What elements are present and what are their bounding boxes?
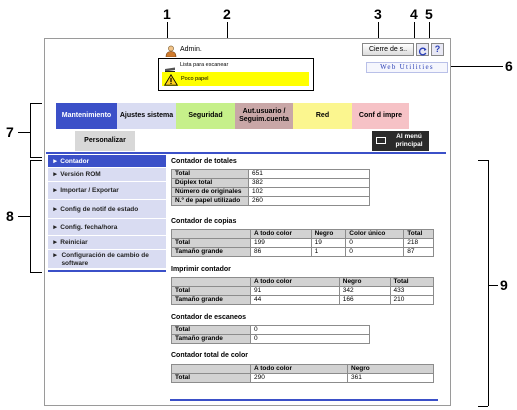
warning-icon: [164, 73, 178, 85]
table-row: [172, 287, 434, 296]
sidebar: [48, 155, 166, 269]
tab-personalizar[interactable]: Personalizar: [75, 131, 135, 151]
tab-conf-impre[interactable]: Conf d impre: [352, 103, 409, 129]
table-row: [172, 239, 434, 248]
table-row: [172, 296, 434, 305]
table-header-row: [172, 230, 434, 239]
main-menu-button[interactable]: [372, 131, 429, 151]
row-value: 651: [249, 170, 370, 179]
row-label: Tamaño grande: [172, 248, 251, 257]
table-row: [172, 326, 370, 335]
bracket-7-bottom: [30, 157, 42, 158]
cell-value: 210: [390, 296, 433, 305]
cell-value: 166: [339, 296, 390, 305]
cell-value: 91: [251, 287, 340, 296]
scan-counter-table: [171, 325, 370, 344]
sidebar-item-version-rom[interactable]: [48, 168, 166, 182]
cell-value: 86: [251, 248, 312, 257]
row-label: Total: [172, 374, 251, 383]
table-row: [172, 374, 434, 383]
callout-2: 2: [223, 6, 231, 22]
sidebar-item-importar-exportar[interactable]: [48, 182, 166, 200]
user-icon: [165, 44, 177, 56]
sidebar-item-label: ► Versión ROM: [52, 171, 101, 178]
print-counter-table: [171, 277, 434, 305]
row-label: Total: [172, 239, 251, 248]
sidebar-item-contador[interactable]: [48, 155, 166, 168]
scan-counter-title: Contador de escaneos: [171, 314, 247, 321]
web-utilities-logo: Web Utilities: [366, 62, 448, 73]
tab-mantenimiento[interactable]: Mantenimiento: [56, 103, 117, 129]
logout-button[interactable]: Cierre de s..: [362, 43, 414, 56]
callout-5: 5: [425, 6, 433, 22]
color-counter-table: [171, 364, 434, 383]
bracket-8-bottom: [30, 272, 42, 273]
cell-value: 361: [348, 374, 434, 383]
refresh-icon[interactable]: [416, 43, 429, 56]
sidebar-item-label: Configuración de cambio de software: [61, 252, 149, 267]
row-label: Total: [172, 287, 251, 296]
row-label: Total: [172, 326, 251, 335]
paper-warning-text: Poco papel: [181, 76, 209, 82]
row-value: 260: [249, 197, 370, 206]
callout-9: 9: [500, 277, 508, 293]
sidebar-item-label: ► Importar / Exportar: [52, 187, 119, 194]
scanner-icon: [164, 61, 176, 69]
bracket-8-vertical: [30, 160, 31, 272]
tab-red[interactable]: Red: [293, 103, 352, 129]
main-menu-icon: [376, 137, 386, 144]
sidebar-item-config-fecha[interactable]: [48, 219, 166, 236]
callout-8: 8: [6, 208, 14, 224]
table-row: [172, 248, 434, 257]
column-header: Total: [404, 230, 434, 239]
cell-value: 218: [404, 239, 434, 248]
row-label: Tamaño grande: [172, 296, 251, 305]
table-row: [172, 179, 370, 188]
table-header-row: [172, 278, 434, 287]
column-header: A todo color: [251, 365, 348, 374]
tab-aut-usuario[interactable]: Aut.usuario / Seguim.cuenta: [235, 103, 293, 129]
sidebar-item-cambio-software[interactable]: [48, 250, 166, 269]
cell-value: 0: [346, 239, 404, 248]
cell-value: 19: [311, 239, 346, 248]
row-label: Tamaño grande: [172, 335, 251, 344]
user-label: Admin.: [180, 46, 202, 53]
bracket-9-vertical: [488, 160, 489, 406]
bracket-7-top: [30, 103, 42, 104]
row-value: 0: [251, 335, 370, 344]
cell-value: 0: [346, 248, 404, 257]
sidebar-item-label: ► Config de notif de estado: [52, 205, 139, 213]
table-row: [172, 188, 370, 197]
total-counter-table: [171, 169, 370, 206]
total-counter-title: Contador de totales: [171, 158, 237, 165]
sidebar-item-reiniciar[interactable]: [48, 236, 166, 250]
cell-value: 199: [251, 239, 312, 248]
bracket-9-top: [478, 160, 488, 161]
table-row: [172, 197, 370, 206]
tab-separator-line: [46, 152, 446, 154]
print-counter-title: Imprimir contador: [171, 266, 231, 273]
column-header: Total: [390, 278, 433, 287]
copy-counter-table: [171, 229, 434, 257]
row-label: Dúplex total: [172, 179, 249, 188]
leader-line-9: [488, 285, 498, 286]
table-row: [172, 335, 370, 344]
main-menu-label: Al menú principal: [395, 133, 423, 148]
leader-line-8: [18, 216, 30, 217]
header-empty: [172, 365, 251, 374]
column-header: A todo color: [251, 278, 340, 287]
scan-status-text: Lista para escanear: [180, 62, 229, 68]
row-value: 0: [251, 326, 370, 335]
help-icon[interactable]: ?: [431, 43, 444, 56]
cell-value: 1: [311, 248, 346, 257]
content-bottom-line: [170, 399, 438, 401]
column-header: Negro: [339, 278, 390, 287]
cell-value: 290: [251, 374, 348, 383]
leader-line-7: [18, 132, 30, 133]
sidebar-item-label: ► Contador: [52, 157, 90, 165]
table-row: [172, 170, 370, 179]
leader-line-6: [447, 66, 503, 67]
callout-3: 3: [374, 6, 382, 22]
bracket-8-top: [30, 160, 42, 161]
column-header: Negro: [348, 365, 434, 374]
bracket-9-bottom: [478, 406, 488, 407]
callout-6: 6: [505, 58, 513, 74]
sidebar-item-label: ► Config. fecha/hora: [52, 223, 118, 231]
cell-value: 433: [390, 287, 433, 296]
column-header: Color único: [346, 230, 404, 239]
sidebar-item-config-notif[interactable]: [48, 200, 166, 219]
cell-value: 87: [404, 248, 434, 257]
copy-counter-title: Contador de copias: [171, 218, 237, 225]
header-empty: [172, 230, 251, 239]
callout-4: 4: [410, 6, 418, 22]
row-value: 102: [249, 188, 370, 197]
tab-seguridad[interactable]: Seguridad: [176, 103, 235, 129]
callout-1: 1: [163, 6, 171, 22]
row-value: 382: [249, 179, 370, 188]
row-label: Total: [172, 170, 249, 179]
table-header-row: [172, 365, 434, 374]
callout-7: 7: [6, 124, 14, 140]
tab-ajustes-sistema[interactable]: Ajustes sistema: [117, 103, 176, 129]
color-counter-title: Contador total de color: [171, 352, 248, 359]
cell-value: 342: [339, 287, 390, 296]
sidebar-bottom-line: [48, 270, 166, 272]
row-label: Número de originales: [172, 188, 249, 197]
cell-value: 44: [251, 296, 340, 305]
bracket-7-vertical: [30, 103, 31, 157]
sidebar-item-bullet: ►: [52, 252, 59, 259]
row-label: N.º de papel utilizado: [172, 197, 249, 206]
sidebar-item-label: ► Reiniciar: [52, 239, 88, 246]
column-header: A todo color: [251, 230, 312, 239]
column-header: Negro: [311, 230, 346, 239]
header-empty: [172, 278, 251, 287]
